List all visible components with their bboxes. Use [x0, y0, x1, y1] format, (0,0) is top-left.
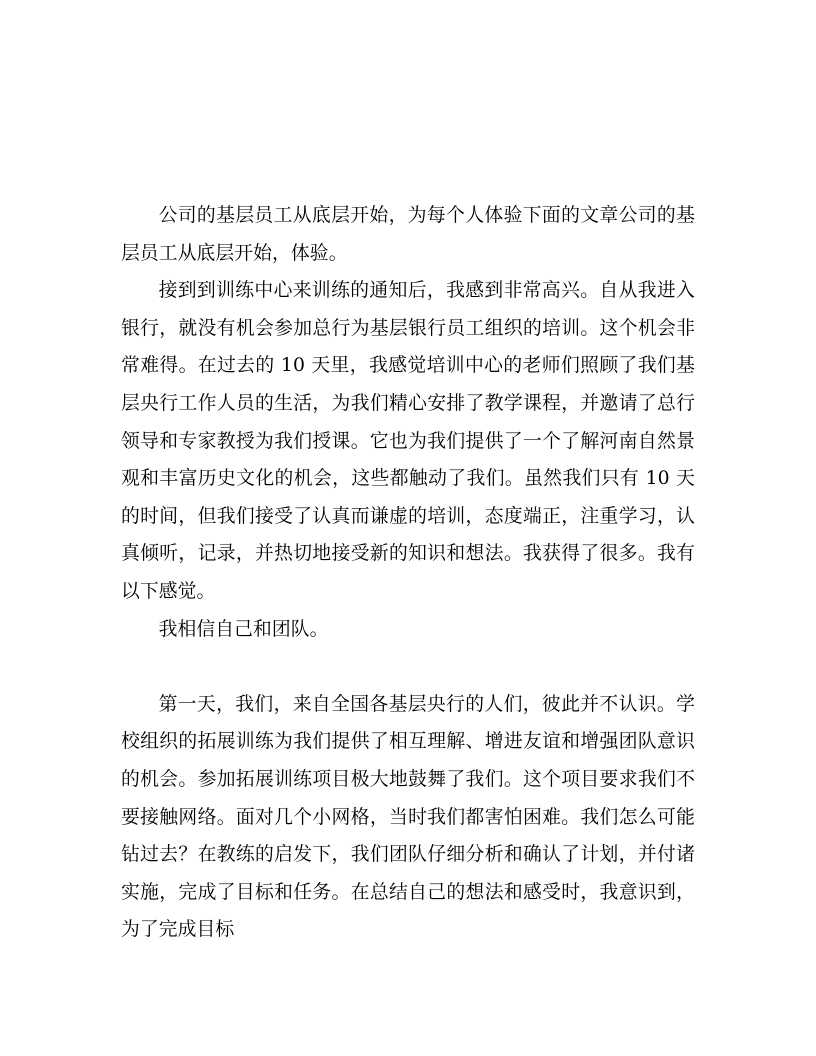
document-body [121, 197, 695, 949]
paragraph-training-notice: 接到到训练中心来训练的通知后，我感到非常高兴。自从我进入银行，就没有机会参加总行为基层银行员工组织的培训。这个机会非常难得。在过去的 10 天里，我感觉培训中心的老师们照顾了我们基层央行工作人员的生活，为我们精心安排了教学课程，并邀请了总行领导和专家教授为我们授课。它也为我们提供了一个了解河南自然景观和丰富历史文化的机会，这些都触动了我们。虽然我们只有 10 天的时间，但我们接受了认真而谦虚的培训，态度端正，注重学习，认真倾听，记录，并热切地接受新的知识和想法。我获得了很多。我有以下感觉。 [121, 280, 695, 602]
paragraph-heading-trust: 我相信自己和团队。 [158, 618, 329, 640]
blank-line [121, 648, 695, 686]
paragraph-intro: 公司的基层员工从底层开始，为每个人体验下面的文章公司的基层员工从底层开始，体验。 [121, 205, 695, 264]
paragraph-first-day: 第一天，我们，来自全国各基层央行的人们，彼此并不认识。学校组织的拓展训练为我们提供了相互理解、增进友谊和增强团队意识的机会。参加拓展训练项目极大地鼓舞了我们。这个项目要求我们不要接触网络。面对几个小网格，当时我们都害怕困难。我们怎么可能钻过去？在教练的启发下，我们团队仔细分析和确认了计划，并付诸实施，完成了目标和任务。在总结自己的想法和感受时，我意识到，为了完成目标 [121, 693, 695, 941]
